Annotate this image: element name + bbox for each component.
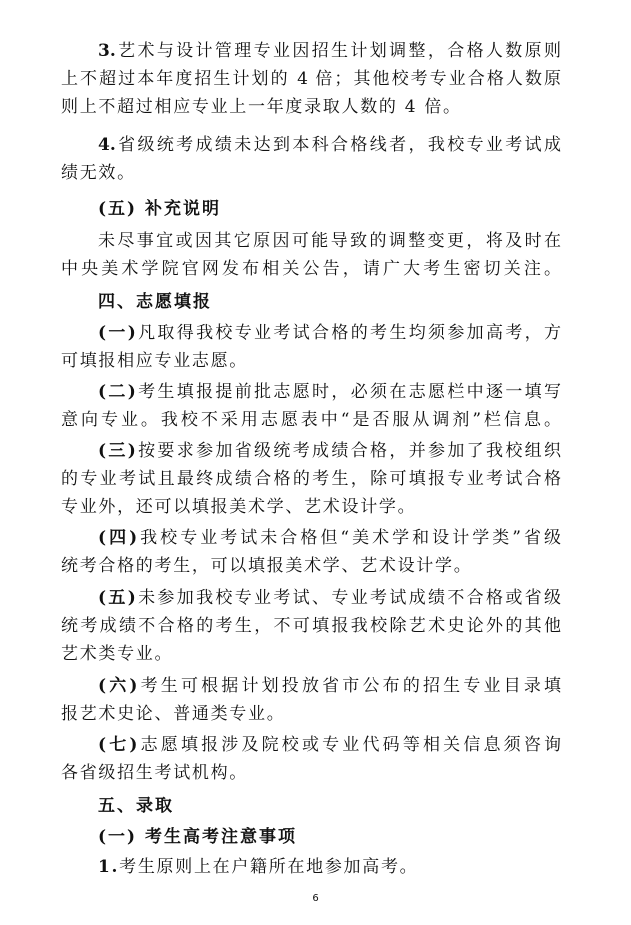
supplement-line-1: 未尽事宜或因其它原因可能导致的调整变更，将及时在: [98, 231, 561, 251]
line-text: 考生原则上在户籍所在地参加高考。: [119, 857, 419, 877]
line-text: 考生填报提前批志愿时，必须在志愿栏中逐一填写: [135, 382, 561, 402]
section-heading-admission: 五、录取: [98, 796, 174, 816]
item-number: (一): [98, 323, 136, 343]
item-number: (六): [98, 676, 138, 696]
item-number: 4.: [98, 135, 116, 155]
application-6-line-2: 报艺术史论、普通类专业。: [61, 704, 286, 724]
paragraph-4-line-2: 绩无效。: [61, 163, 136, 183]
application-2-line-2: 意向专业。我校不采用志愿表中“是否服从调剂”栏信息。: [61, 410, 561, 430]
paragraph-3-line-3: 则上不超过相应专业上一年度录取人数的 4 倍。: [61, 97, 462, 117]
subsection-heading-exam-notes: (一) 考生高考注意事项: [98, 827, 298, 847]
page-number: 6: [312, 893, 319, 904]
line-text: 省级统考成绩未达到本科合格线者，我校专业考试成: [115, 135, 561, 155]
application-2-line-1: [98, 381, 561, 403]
application-1-line-2: 可填报相应专业志愿。: [61, 351, 248, 371]
item-number: (三): [98, 441, 136, 461]
application-4-line-2: 统考合格的考生，可以填报美术学、艺术设计学。: [61, 556, 473, 576]
line-text: 凡取得我校专业考试合格的考生均须参加高考，方: [135, 323, 561, 343]
section-heading-supplement: (五) 补充说明: [98, 199, 222, 219]
item-number: (五): [98, 588, 136, 608]
paragraph-3-line-2: 上不超过本年度招生计划的 4 倍；其他校考专业合格人数原: [61, 69, 561, 89]
item-number: 1.: [98, 857, 120, 877]
item-number: 3.: [98, 41, 116, 61]
line-text: 按要求参加省级统考成绩合格，并参加了我校组织: [135, 441, 561, 461]
line-text: 艺术与设计管理专业因招生计划调整，合格人数原则: [115, 41, 561, 61]
application-3-line-2: 的专业考试且最终成绩合格的考生，除可填报专业考试合格: [61, 469, 561, 489]
section-heading-application: 四、志愿填报: [98, 292, 212, 312]
application-3-line-1: [98, 440, 561, 462]
line-text: 我校专业考试未合格但“美术学和设计学类”省级: [137, 528, 561, 548]
paragraph-3-line-1: [98, 40, 561, 62]
application-7-line-2: 各省级招生考试机构。: [61, 763, 248, 783]
line-text: 志愿填报涉及院校或专业代码等相关信息须咨询: [137, 735, 562, 755]
application-5-line-3: 艺术类专业。: [61, 644, 174, 664]
application-3-line-3: 专业外，还可以填报美术学、艺术设计学。: [61, 497, 417, 517]
paragraph-4-line-1: [98, 134, 561, 156]
supplement-line-2: 中央美术学院官网发布相关公告，请广大考生密切关注。: [61, 259, 561, 279]
item-number: (二): [98, 382, 136, 402]
line-text: 未参加我校专业考试、专业考试成绩不合格或省级: [135, 588, 561, 608]
application-1-line-1: [98, 322, 561, 344]
line-text: 考生可根据计划投放省市公布的招生专业目录填: [137, 676, 562, 696]
application-5-line-1: [98, 587, 561, 609]
application-5-line-2: 统考成绩不合格的考生，不可填报我校除艺术史论外的其他: [61, 616, 561, 636]
item-number: (四): [98, 528, 138, 548]
item-number: (七): [98, 735, 138, 755]
application-4-line-1: [98, 527, 561, 549]
admission-1-line-1: [98, 856, 561, 878]
application-6-line-1: [98, 675, 561, 697]
application-7-line-1: [98, 734, 561, 756]
